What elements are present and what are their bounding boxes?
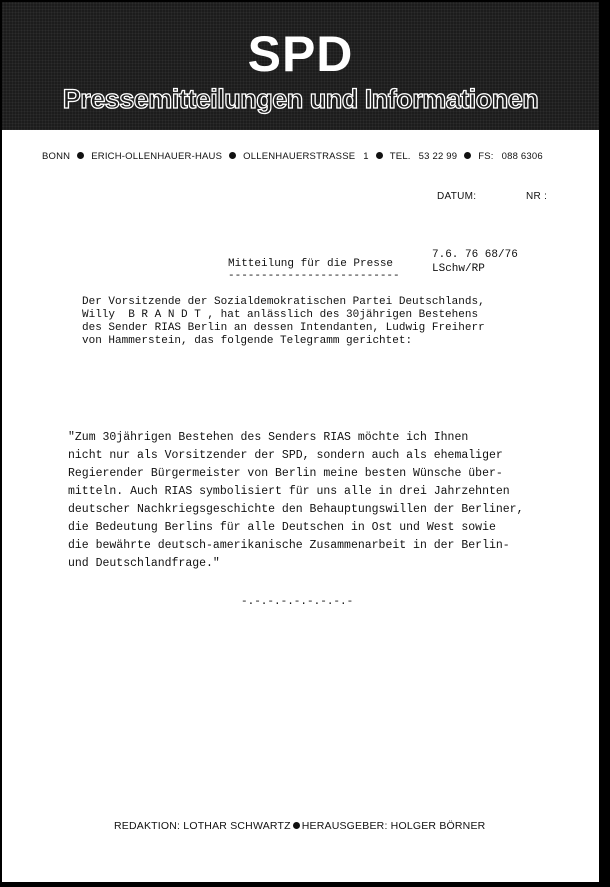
fs-label: FS: xyxy=(478,151,494,162)
heading-underline: -------------------------- xyxy=(228,270,400,282)
end-mark: -.-.-.-.-.-.-.-.- xyxy=(241,596,354,608)
intro-line: Der Vorsitzende der Sozialdemokratischen Partei Deutschlands, xyxy=(82,296,485,308)
bullet-icon xyxy=(293,822,300,829)
quote-line: und Deutschlandfrage." xyxy=(68,557,220,570)
intro-line: von Hammerstein, das folgende Telegramm gerichtet: xyxy=(82,335,413,347)
reference-initials: LSchw/RP xyxy=(432,263,485,275)
tel-number: 53 22 99 xyxy=(418,151,458,162)
document-heading: Mitteilung für die Presse xyxy=(228,258,394,270)
bullet-icon xyxy=(77,152,84,159)
nr-label: NR : xyxy=(526,191,548,202)
datum-label: DATUM: xyxy=(437,191,477,202)
quote-line: mitteln. Auch RIAS symbolisiert für uns alle in drei Jahrzehnten xyxy=(68,485,510,498)
intro-line: des Sender RIAS Berlin an dessen Intendanten, Ludwig Freiherr xyxy=(82,322,485,334)
tel-label: TEL. xyxy=(389,151,411,162)
quote-line: "Zum 30jährigen Bestehen des Senders RIAS möchte ich Ihnen xyxy=(68,431,469,444)
spd-logo: SPD xyxy=(247,26,354,82)
header-banner xyxy=(2,2,599,130)
address-line xyxy=(42,151,582,162)
reference-date-number: 7.6. 76 68/76 xyxy=(432,249,518,261)
press-release-page xyxy=(2,2,599,882)
reference-block xyxy=(432,248,518,276)
intro-paragraph xyxy=(82,296,485,348)
bullet-icon xyxy=(464,152,471,159)
banner-subtitle: Pressemitteilungen und Informationen xyxy=(62,84,539,114)
footer-credits xyxy=(114,820,485,832)
address-house: ERICH-OLLENHAUER-HAUS xyxy=(91,151,223,162)
address-city: BONN xyxy=(42,151,71,162)
bullet-icon xyxy=(376,152,383,159)
bullet-icon xyxy=(229,152,236,159)
telegram-quote xyxy=(68,429,523,573)
address-street: OLLENHAUERSTRASSE xyxy=(243,151,356,162)
quote-line: die bewährte deutsch-amerikanische Zusammenarbeit in der Berlin- xyxy=(68,539,510,552)
fs-number: 088 6306 xyxy=(501,151,543,162)
intro-line: Willy B R A N D T , hat anlässlich des 30jährigen Bestehens xyxy=(82,309,479,321)
quote-line: deutscher Nachkriegsgeschichte den Behauptungswillen der Berliner, xyxy=(68,503,524,516)
address-number: 1 xyxy=(363,151,369,162)
footer-redaktion: REDAKTION: LOTHAR SCHWARTZ xyxy=(114,820,291,832)
quote-line: nicht nur als Vorsitzender der SPD, sondern auch als ehemaliger xyxy=(68,449,503,462)
footer-herausgeber: HERAUSGEBER: HOLGER BÖRNER xyxy=(301,820,486,832)
quote-line: Regierender Bürgermeister von Berlin meine besten Wünsche über- xyxy=(68,467,503,480)
quote-line: die Bedeutung Berlins für alle Deutschen in Ost und West sowie xyxy=(68,521,496,534)
